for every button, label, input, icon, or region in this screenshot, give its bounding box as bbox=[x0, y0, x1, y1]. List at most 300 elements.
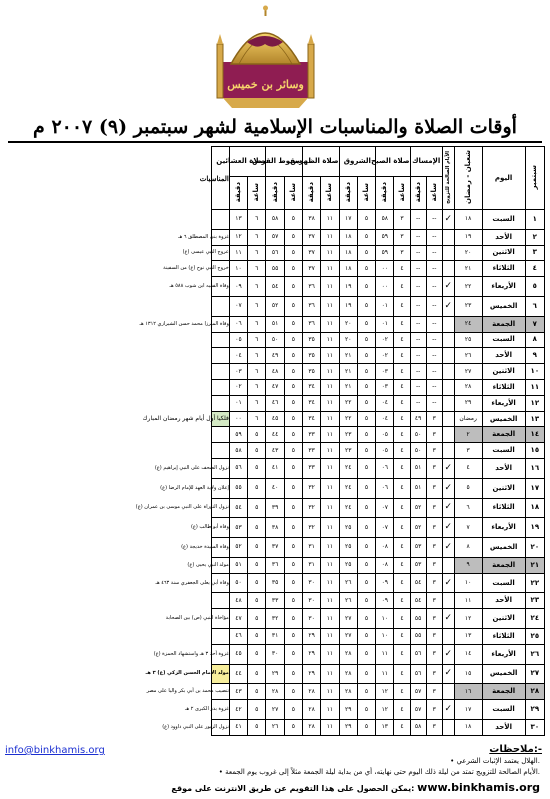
occasion-cell: وفاة الميرزا محمد حسن الشيرازي ١٣١٢ هـ bbox=[211, 316, 229, 332]
isha-minute-cell: ٤٢ bbox=[229, 700, 247, 720]
occasion-cell bbox=[211, 296, 229, 316]
table-row bbox=[7, 684, 545, 700]
dhuhr-hour-cell: ١١ bbox=[321, 411, 339, 427]
imsak-minute-cell: ٥١ bbox=[410, 478, 426, 498]
maghrib-minute-cell: ٣٥ bbox=[266, 573, 284, 593]
dhuhr-hour-cell: ١١ bbox=[321, 573, 339, 593]
shuruq-minute-cell: ٢٧ bbox=[339, 609, 357, 629]
website-link[interactable]: www.binkhamis.org bbox=[417, 781, 540, 794]
day-number-cell: ٨ bbox=[525, 332, 544, 348]
imsak-hour-cell: ٣ bbox=[426, 719, 442, 735]
dhuhr-minute-cell: ٢٨ bbox=[303, 684, 321, 700]
hijri-date-cell: ١٧ bbox=[454, 700, 482, 720]
shuruq-hour-cell: ٥ bbox=[357, 210, 375, 230]
occasion-cell: غزوة أحد ٣ هـ واستشهاد الحمزة (ع) bbox=[211, 644, 229, 664]
day-number-cell: ١ bbox=[525, 210, 544, 230]
day-name-cell: الأحد bbox=[482, 229, 525, 245]
isha-hour-cell: ٥ bbox=[248, 427, 266, 443]
dhuhr-minute-cell: ٣٠ bbox=[303, 593, 321, 609]
fajr-minute-cell: ٠٢ bbox=[376, 348, 394, 364]
occasion-cell: غزوة بني المصطلق ٦ هـ bbox=[211, 229, 229, 245]
dhuhr-minute-cell: ٣٤ bbox=[303, 395, 321, 411]
shuruq-minute-cell: ٢١ bbox=[339, 348, 357, 364]
table-row bbox=[7, 379, 545, 395]
dhuhr-hour-cell: ١١ bbox=[321, 518, 339, 538]
marriage-day-check: ✓ bbox=[442, 498, 454, 518]
maghrib-hour-cell: ٥ bbox=[284, 395, 302, 411]
page-title: أوقات الصلاة والمناسبات الإسلامية لشهر سبتمبر (٩) ٢٠٠٧ م bbox=[33, 116, 517, 138]
occasion-cell: نزول التوراة على النبي موسى بن عمران (ع) bbox=[211, 498, 229, 518]
occasion-cell: وفاة أبي يعلى الجعفري سنة ٤٦٣ هـ bbox=[211, 573, 229, 593]
fajr-hour-cell: ٤ bbox=[394, 498, 410, 518]
day-number-cell: ١٩ bbox=[525, 518, 544, 538]
occasion-cell bbox=[211, 395, 229, 411]
shuruq-minute-cell: ٢٥ bbox=[339, 518, 357, 538]
isha-minute-cell: ٤١ bbox=[229, 719, 247, 735]
maghrib-hour-cell: ٥ bbox=[284, 498, 302, 518]
shuruq-minute-cell: ٢٨ bbox=[339, 664, 357, 684]
isha-minute-cell: ٥٣ bbox=[229, 518, 247, 538]
shuruq-hour-cell: ٥ bbox=[357, 498, 375, 518]
marriage-day-check bbox=[442, 379, 454, 395]
hijri-date-cell: ٢٨ bbox=[454, 379, 482, 395]
isha-minute-cell: ٥٦ bbox=[229, 459, 247, 479]
occasion-cell bbox=[211, 443, 229, 459]
day-name-cell: الجمعة bbox=[482, 557, 525, 573]
fajr-hour-cell: ٤ bbox=[394, 719, 410, 735]
shuruq-hour-cell: ٥ bbox=[357, 395, 375, 411]
mosque-logo bbox=[213, 4, 318, 112]
isha-minute-cell: ٤٤ bbox=[229, 664, 247, 684]
imsak-hour-cell: -- bbox=[426, 395, 442, 411]
isha-hour-cell: ٦ bbox=[248, 411, 266, 427]
imsak-minute-cell: -- bbox=[410, 348, 426, 364]
dhuhr-hour-cell: ١١ bbox=[321, 538, 339, 558]
shuruq-minute-cell: ٢٤ bbox=[339, 478, 357, 498]
fajr-hour-cell: ٤ bbox=[394, 459, 410, 479]
maghrib-hour-cell: ٥ bbox=[284, 609, 302, 629]
imsak-minute-cell: ٥٧ bbox=[410, 700, 426, 720]
imsak-hour-cell: -- bbox=[426, 229, 442, 245]
imsak-hour-cell: ٣ bbox=[426, 664, 442, 684]
marriage-day-check bbox=[442, 557, 454, 573]
isha-minute-cell: ٠٥ bbox=[229, 332, 247, 348]
hijri-date-cell: ١٩ bbox=[454, 229, 482, 245]
day-name-cell: الاثنين bbox=[482, 364, 525, 380]
imsak-minute-cell: ٥٦ bbox=[410, 664, 426, 684]
fajr-hour-cell: ٤ bbox=[394, 332, 410, 348]
isha-minute-cell: ١٢ bbox=[229, 229, 247, 245]
fajr-minute-cell: ٠٩ bbox=[376, 573, 394, 593]
maghrib-hour-cell: ٥ bbox=[284, 379, 302, 395]
shuruq-hour-cell: ٥ bbox=[357, 459, 375, 479]
fajr-minute-cell: ٠٥ bbox=[376, 427, 394, 443]
day-number-cell: ٢٦ bbox=[525, 644, 544, 664]
day-number-cell: ٦ bbox=[525, 296, 544, 316]
hijri-date-cell: ١٢ bbox=[454, 609, 482, 629]
fajr-hour-cell: ٤ bbox=[394, 664, 410, 684]
shuruq-hour-cell: ٥ bbox=[357, 277, 375, 297]
isha-hour-cell: ٥ bbox=[248, 538, 266, 558]
maghrib-minute-cell: ٤٣ bbox=[266, 443, 284, 459]
isha-minute-cell: ٠١ bbox=[229, 395, 247, 411]
fajr-minute-cell: ٠٢ bbox=[376, 332, 394, 348]
day-name-cell: السبت bbox=[482, 443, 525, 459]
fajr-hour-cell: ٤ bbox=[394, 518, 410, 538]
maghrib-hour-cell: ٥ bbox=[284, 518, 302, 538]
fajr-minute-cell: ٠٧ bbox=[376, 498, 394, 518]
day-number-cell: ٢٣ bbox=[525, 593, 544, 609]
isha-hour-cell: ٥ bbox=[248, 629, 266, 645]
imsak-minute-cell: -- bbox=[410, 229, 426, 245]
fajr-hour-cell: ٤ bbox=[394, 261, 410, 277]
shuruq-hour-cell: ٥ bbox=[357, 332, 375, 348]
imsak-hour-cell: ٣ bbox=[426, 427, 442, 443]
imsak-hour-cell: ٣ bbox=[426, 684, 442, 700]
occasion-cell: مؤاخاة النبي (ص) بين الصحابة bbox=[211, 609, 229, 629]
fajr-hour-cell: ٤ bbox=[394, 443, 410, 459]
occasion-cell: وفاة أبو طالب (ع) bbox=[211, 518, 229, 538]
imsak-minute-cell: -- bbox=[410, 296, 426, 316]
occasion-cell: فلكيا أول أيام شهر رمضان المبارك bbox=[211, 411, 229, 427]
isha-hour-cell: ٦ bbox=[248, 348, 266, 364]
fajr-minute-cell: ١٢ bbox=[376, 684, 394, 700]
shuruq-hour-cell: ٥ bbox=[357, 664, 375, 684]
prayer-times-table bbox=[6, 146, 545, 736]
isha-hour-cell: ٥ bbox=[248, 664, 266, 684]
maghrib-hour-cell: ٥ bbox=[284, 684, 302, 700]
imsak-minute-cell: -- bbox=[410, 332, 426, 348]
dhuhr-hour-cell: ١١ bbox=[321, 498, 339, 518]
dhuhr-hour-cell: ١١ bbox=[321, 700, 339, 720]
shuruq-hour-cell: ٥ bbox=[357, 719, 375, 735]
sunnah-days-header: الأيام الصالحة للتزويج bbox=[442, 147, 454, 210]
maghrib-hour-cell: ٥ bbox=[284, 629, 302, 645]
day-number-cell: ٥ bbox=[525, 277, 544, 297]
hijri-date-cell: ١٥ bbox=[454, 664, 482, 684]
marriage-day-check: ✓ bbox=[442, 210, 454, 230]
isha-hour-cell: ٦ bbox=[248, 316, 266, 332]
isha-hour-cell: ٦ bbox=[248, 379, 266, 395]
shuruq-minute-cell: ٢٣ bbox=[339, 443, 357, 459]
isha-minute-cell: ٤٨ bbox=[229, 593, 247, 609]
fajr-minute-cell: ٥٩ bbox=[376, 245, 394, 261]
maghrib-minute-cell: ٣٧ bbox=[266, 538, 284, 558]
marriage-day-check: ✓ bbox=[442, 459, 454, 479]
fajr-minute-cell: ٠٥ bbox=[376, 443, 394, 459]
shuruq-minute-cell: ١٨ bbox=[339, 229, 357, 245]
dhuhr-minute-cell: ٣٦ bbox=[303, 296, 321, 316]
imsak-minute-cell: ٥٣ bbox=[410, 538, 426, 558]
day-name-cell: الجمعة bbox=[482, 684, 525, 700]
maghrib-minute-cell: ٤٠ bbox=[266, 478, 284, 498]
dhuhr-minute-cell: ٣٠ bbox=[303, 573, 321, 593]
table-row bbox=[7, 332, 545, 348]
hijri-date-cell: ٢١ bbox=[454, 261, 482, 277]
table-row bbox=[7, 245, 545, 261]
imsak-minute-cell: ٤٩ bbox=[410, 411, 426, 427]
maghrib-hour-cell: ٥ bbox=[284, 573, 302, 593]
maghrib-minute-cell: ٣٨ bbox=[266, 518, 284, 538]
fajr-minute-header: دقيقة bbox=[376, 177, 394, 210]
imsak-hour-cell: ٣ bbox=[426, 573, 442, 593]
day-name-cell: السبت bbox=[482, 210, 525, 230]
fajr-minute-cell: ٠٨ bbox=[376, 538, 394, 558]
shuruq-hour-cell: ٥ bbox=[357, 684, 375, 700]
occasion-cell bbox=[211, 629, 229, 645]
table-row bbox=[7, 443, 545, 459]
maghrib-hour-cell: ٥ bbox=[284, 261, 302, 277]
maghrib-minute-cell: ٣١ bbox=[266, 629, 284, 645]
fajr-hour-cell: ٤ bbox=[394, 478, 410, 498]
hijri-date-cell: ١١ bbox=[454, 593, 482, 609]
fajr-minute-cell: ٠١ bbox=[376, 316, 394, 332]
dhuhr-hour-cell: ١١ bbox=[321, 277, 339, 297]
isha-header: صلاة العشائين bbox=[229, 147, 266, 177]
fajr-hour-cell: ٤ bbox=[394, 379, 410, 395]
hijri-date-cell: ٣ bbox=[454, 443, 482, 459]
isha-hour-cell: ٥ bbox=[248, 573, 266, 593]
isha-minute-cell: ٠٧ bbox=[229, 296, 247, 316]
table-row bbox=[7, 210, 545, 230]
fajr-hour-cell: ٤ bbox=[394, 395, 410, 411]
fajr-minute-cell: ١١ bbox=[376, 644, 394, 664]
hijri-date-cell: ٥ bbox=[454, 478, 482, 498]
fajr-hour-cell: ٤ bbox=[394, 296, 410, 316]
marriage-day-check: ✓ bbox=[442, 296, 454, 316]
fajr-minute-cell: ٠٣ bbox=[376, 379, 394, 395]
imsak-minute-cell: -- bbox=[410, 245, 426, 261]
hijri-date-cell: ٢٣ bbox=[454, 296, 482, 316]
maghrib-hour-cell: ٥ bbox=[284, 348, 302, 364]
fajr-minute-cell: ٠٩ bbox=[376, 593, 394, 609]
fajr-minute-cell: ٥٩ bbox=[376, 229, 394, 245]
imsak-minute-cell: -- bbox=[410, 395, 426, 411]
fajr-minute-cell: ١٢ bbox=[376, 700, 394, 720]
fajr-hour-cell: ٤ bbox=[394, 411, 410, 427]
dhuhr-hour-cell: ١١ bbox=[321, 316, 339, 332]
fajr-hour-cell: ٣ bbox=[394, 210, 410, 230]
svg-text:وسائر بن خميس: وسائر بن خميس bbox=[227, 78, 304, 91]
marriage-day-check bbox=[442, 261, 454, 277]
shuruq-minute-cell: ٢٨ bbox=[339, 684, 357, 700]
dhuhr-hour-cell: ١١ bbox=[321, 629, 339, 645]
dhuhr-hour-cell: ١١ bbox=[321, 684, 339, 700]
maghrib-hour-cell: ٥ bbox=[284, 719, 302, 735]
maghrib-hour-cell: ٥ bbox=[284, 316, 302, 332]
table-row bbox=[7, 664, 545, 684]
isha-hour-cell: ٦ bbox=[248, 364, 266, 380]
isha-hour-cell: ٥ bbox=[248, 719, 266, 735]
shuruq-hour-cell: ٥ bbox=[357, 443, 375, 459]
hijri-date-cell: ٢٦ bbox=[454, 348, 482, 364]
maghrib-hour-header: ساعة bbox=[284, 177, 302, 210]
table-row bbox=[7, 629, 545, 645]
occasion-cell: مولد الإمام الحسن الزكي (ع) ٣ هـ bbox=[211, 664, 229, 684]
marriage-day-check: ✓ bbox=[442, 518, 454, 538]
maghrib-hour-cell: ٥ bbox=[284, 210, 302, 230]
isha-hour-cell: ٥ bbox=[248, 557, 266, 573]
isha-minute-cell: ٥٠ bbox=[229, 573, 247, 593]
day-number-cell: ٢٩ bbox=[525, 700, 544, 720]
shuruq-minute-cell: ١٩ bbox=[339, 277, 357, 297]
day-name-cell: الاثنين bbox=[482, 245, 525, 261]
imsak-hour-cell: -- bbox=[426, 245, 442, 261]
dhuhr-minute-cell: ٢٩ bbox=[303, 664, 321, 684]
day-number-cell: ٢٠ bbox=[525, 538, 544, 558]
imsak-minute-cell: ٥٠ bbox=[410, 427, 426, 443]
fajr-hour-cell: ٤ bbox=[394, 316, 410, 332]
imsak-minute-cell: -- bbox=[410, 277, 426, 297]
hijri-date-cell: ٢٧ bbox=[454, 364, 482, 380]
shuruq-hour-cell: ٥ bbox=[357, 518, 375, 538]
dhuhr-hour-cell: ١١ bbox=[321, 229, 339, 245]
maghrib-minute-cell: ٣٩ bbox=[266, 498, 284, 518]
isha-minute-cell: ٤٦ bbox=[229, 629, 247, 645]
isha-minute-cell: ٠٤ bbox=[229, 348, 247, 364]
shuruq-minute-cell: ١٨ bbox=[339, 245, 357, 261]
fajr-minute-cell: ٠١ bbox=[376, 296, 394, 316]
occasion-cell: عروج النبي عيسى (ع) bbox=[211, 245, 229, 261]
fajr-minute-cell: ٠٠ bbox=[376, 277, 394, 297]
isha-hour-cell: ٦ bbox=[248, 245, 266, 261]
day-number-cell: ٧ bbox=[525, 316, 544, 332]
day-number-cell: ٩ bbox=[525, 348, 544, 364]
shuruq-hour-cell: ٥ bbox=[357, 316, 375, 332]
isha-minute-cell: ٥٤ bbox=[229, 498, 247, 518]
imsak-minute-cell: ٥٥ bbox=[410, 609, 426, 629]
table-row bbox=[7, 518, 545, 538]
occasion-cell: وفاة السيدة خديجة (ع) bbox=[211, 538, 229, 558]
table-row bbox=[7, 261, 545, 277]
shuruq-hour-cell: ٥ bbox=[357, 411, 375, 427]
dhuhr-minute-cell: ٣٧ bbox=[303, 229, 321, 245]
imsak-hour-header: ساعة bbox=[426, 177, 442, 210]
occasion-cell bbox=[211, 210, 229, 230]
occasion-cell: تنصيب محمد بن أبي بكر واليا على مصر bbox=[211, 684, 229, 700]
dhuhr-hour-cell: ١١ bbox=[321, 245, 339, 261]
imsak-minute-cell: ٥٤ bbox=[410, 573, 426, 593]
fajr-hour-header: ساعة bbox=[394, 177, 410, 210]
maghrib-hour-cell: ٥ bbox=[284, 538, 302, 558]
day-name-cell: الخميس bbox=[482, 538, 525, 558]
shuruq-minute-cell: ٢٣ bbox=[339, 427, 357, 443]
day-number-cell: ١٣ bbox=[525, 411, 544, 427]
dhuhr-minute-cell: ٣٣ bbox=[303, 443, 321, 459]
day-name-cell: الجمعة bbox=[482, 427, 525, 443]
marriage-day-check bbox=[442, 395, 454, 411]
day-name-cell: الأربعاء bbox=[482, 518, 525, 538]
table-row bbox=[7, 364, 545, 380]
imsak-minute-cell: ٥٠ bbox=[410, 443, 426, 459]
maghrib-minute-cell: ٤٨ bbox=[266, 364, 284, 380]
dhuhr-hour-cell: ١١ bbox=[321, 332, 339, 348]
imsak-minute-cell: ٥٨ bbox=[410, 719, 426, 735]
shuruq-minute-cell: ٢٩ bbox=[339, 719, 357, 735]
imsak-hour-cell: ٣ bbox=[426, 411, 442, 427]
isha-minute-cell: ٠٩ bbox=[229, 277, 247, 297]
dhuhr-hour-cell: ١١ bbox=[321, 364, 339, 380]
dhuhr-hour-cell: ١١ bbox=[321, 395, 339, 411]
table-row bbox=[7, 557, 545, 573]
hijri-months-header: شعبان - رمضان bbox=[454, 147, 482, 210]
dhuhr-hour-cell: ١١ bbox=[321, 210, 339, 230]
occasions-header: المناسبات bbox=[211, 147, 229, 210]
day-name-cell: الثلاثاء bbox=[482, 261, 525, 277]
fajr-hour-cell: ٤ bbox=[394, 629, 410, 645]
maghrib-hour-cell: ٥ bbox=[284, 478, 302, 498]
day-name-cell: الأحد bbox=[482, 719, 525, 735]
day-name-cell: الأربعاء bbox=[482, 395, 525, 411]
maghrib-hour-cell: ٥ bbox=[284, 364, 302, 380]
note-line-1: • الهلال يعتمد الإثبات الشرعي. bbox=[450, 757, 540, 765]
fajr-hour-cell: ٣ bbox=[394, 229, 410, 245]
imsak-hour-cell: -- bbox=[426, 316, 442, 332]
shuruq-minute-cell: ٢٢ bbox=[339, 395, 357, 411]
isha-hour-cell: ٦ bbox=[248, 210, 266, 230]
day-name-cell: السبت bbox=[482, 573, 525, 593]
maghrib-hour-cell: ٥ bbox=[284, 332, 302, 348]
isha-hour-header: ساعة bbox=[248, 177, 266, 210]
fajr-hour-cell: ٤ bbox=[394, 700, 410, 720]
shuruq-minute-cell: ١٨ bbox=[339, 261, 357, 277]
shuruq-minute-cell: ٢٥ bbox=[339, 557, 357, 573]
occasion-cell bbox=[211, 348, 229, 364]
occasion-cell: نزول الصحف على النبي إبراهيم (ع) bbox=[211, 459, 229, 479]
table-row bbox=[7, 459, 545, 479]
title-divider bbox=[8, 141, 542, 143]
imsak-hour-cell: -- bbox=[426, 348, 442, 364]
isha-minute-cell: ٤٣ bbox=[229, 684, 247, 700]
hijri-date-cell: ١٦ bbox=[454, 684, 482, 700]
imsak-minute-cell: ٥٥ bbox=[410, 629, 426, 645]
marriage-day-check bbox=[442, 364, 454, 380]
maghrib-minute-cell: ٤٧ bbox=[266, 379, 284, 395]
shuruq-minute-header: دقيقة bbox=[339, 177, 357, 210]
day-number-cell: ١٥ bbox=[525, 443, 544, 459]
marriage-day-check: ✓ bbox=[442, 609, 454, 629]
occasion-cell: نزول الزبور على النبي داوود (ع) bbox=[211, 719, 229, 735]
marriage-day-check: ✓ bbox=[442, 644, 454, 664]
day-name-cell: السبت bbox=[482, 700, 525, 720]
day-number-cell: ١٤ bbox=[525, 427, 544, 443]
shuruq-minute-cell: ٢٧ bbox=[339, 629, 357, 645]
day-number-cell: ٢١ bbox=[525, 557, 544, 573]
marriage-day-check: ✓ bbox=[442, 700, 454, 720]
marriage-day-check bbox=[442, 229, 454, 245]
dhuhr-minute-cell: ٣٥ bbox=[303, 364, 321, 380]
table-row bbox=[7, 427, 545, 443]
maghrib-hour-cell: ٥ bbox=[284, 644, 302, 664]
shuruq-hour-cell: ٥ bbox=[357, 700, 375, 720]
dhuhr-minute-cell: ٣٧ bbox=[303, 261, 321, 277]
table-row bbox=[7, 411, 545, 427]
email-link[interactable]: info@binkhamis.org bbox=[5, 745, 105, 756]
hijri-date-cell: ٨ bbox=[454, 538, 482, 558]
dhuhr-minute-cell: ٣٣ bbox=[303, 427, 321, 443]
maghrib-hour-cell: ٥ bbox=[284, 664, 302, 684]
day-number-cell: ١٧ bbox=[525, 478, 544, 498]
shuruq-hour-cell: ٥ bbox=[357, 427, 375, 443]
hijri-date-cell: ١٨ bbox=[454, 210, 482, 230]
maghrib-hour-cell: ٥ bbox=[284, 411, 302, 427]
shuruq-minute-cell: ٢١ bbox=[339, 364, 357, 380]
dhuhr-hour-header: ساعة bbox=[321, 177, 339, 210]
hijri-date-cell: ٢٠ bbox=[454, 245, 482, 261]
marriage-day-check bbox=[442, 719, 454, 735]
shuruq-minute-cell: ٢٢ bbox=[339, 411, 357, 427]
imsak-minute-cell: -- bbox=[410, 364, 426, 380]
